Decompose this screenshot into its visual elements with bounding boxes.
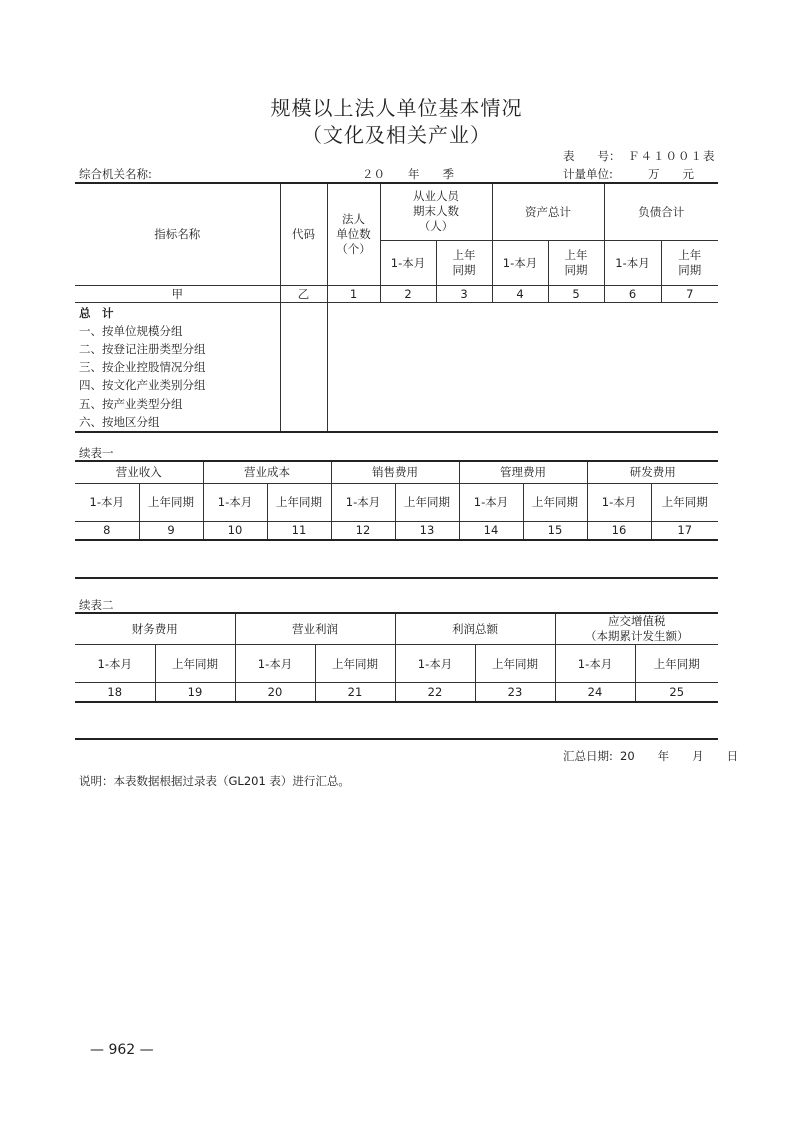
category-item: 三、按企业控股情况分组 [79,360,206,375]
sub-header: 上年同期 [395,483,459,521]
sub-header: 上年同期 [267,483,331,521]
code-cell [280,302,327,432]
col-number: 22 [395,683,475,702]
col-number: 10 [203,521,267,540]
sub-header: 1-本月 [235,645,315,683]
col-number: 5 [548,285,604,302]
group-header: 财务费用 [75,613,235,645]
col-number: 19 [155,683,235,702]
sub-header: 上年同期 [651,483,718,521]
sub-header: 1-本月 [587,483,651,521]
employees-current: 1-本月 [380,240,436,285]
page-number: — 962 — [90,1042,154,1058]
main-table [75,182,718,433]
unit-value: 万 元 [648,167,694,181]
sub-header: 1-本月 [75,645,155,683]
unit-label: 计量单位: [563,167,613,181]
col-number: 6 [604,285,661,302]
sub-header: 上年同期 [155,645,235,683]
col-number: 11 [267,521,331,540]
liabilities-current: 1-本月 [604,240,661,285]
vat-header: 应交增值税 （本期累计发生额） [555,613,718,645]
page-title: 规模以上法人单位基本情况 [270,96,523,120]
continuation-table-2 [75,612,718,703]
group-header: 销售费用 [331,461,459,483]
col-number: 20 [235,683,315,702]
col-number: 24 [555,683,635,702]
group-header: 管理费用 [459,461,587,483]
category-item: 四、按文化产业类别分组 [79,378,206,393]
continuation-table-1 [75,460,718,541]
group-header: 营业收入 [75,461,203,483]
summary-date-value: 20 年 月 日 [620,749,739,763]
col-number: 3 [436,285,492,302]
total-assets-header: 资产总计 [492,183,604,240]
unit-count-header: 法人 单位数 （个） [327,183,380,285]
sub-header: 上年同期 [139,483,203,521]
continuation-label-1: 续表一 [79,446,114,460]
note-text: 说明：本表数据根据过录表（GL201 表）进行汇总。 [79,774,350,788]
col-number: 7 [661,285,718,302]
sub-header: 1-本月 [459,483,523,521]
section-divider [75,738,718,740]
col-number: 8 [75,521,139,540]
sub-header: 1-本月 [395,645,475,683]
sub-header: 1-本月 [331,483,395,521]
category-item: 二、按登记注册类型分组 [79,341,206,356]
continuation-label-2: 续表二 [79,598,114,612]
summary-date-label: 汇总日期: [563,749,613,763]
total-liabilities-header: 负债合计 [604,183,718,240]
col-number: 12 [331,521,395,540]
category-item: 五、按产业类型分组 [79,396,183,411]
group-header: 利润总额 [395,613,555,645]
sub-header: 上年同期 [523,483,587,521]
col-number: 25 [635,683,718,702]
sub-header: 1-本月 [203,483,267,521]
sub-header: 上年同期 [635,645,718,683]
col-number: 14 [459,521,523,540]
category-item: 六、按地区分组 [79,414,160,429]
col-number: 23 [475,683,555,702]
section-divider [75,577,718,579]
category-item: 一、按单位规模分组 [79,323,183,338]
index-row-label: 甲 [75,285,280,302]
col-number: 13 [395,521,459,540]
col-number: 21 [315,683,395,702]
data-area [327,302,718,432]
page-subtitle: （文化及相关产业） [302,123,491,147]
index-row-code: 乙 [280,285,327,302]
form-number: Ｆ４１００１表 [628,149,716,163]
indicator-name-header: 指标名称 [75,183,280,285]
group-header: 营业利润 [235,613,395,645]
group-header: 研发费用 [587,461,718,483]
group-header: 营业成本 [203,461,331,483]
form-number-label: 表 号： [563,149,621,163]
code-header: 代码 [280,183,327,285]
col-number: 9 [139,521,203,540]
category-list [75,302,280,432]
org-name-label: 综合机关名称: [79,167,152,181]
period-field: ２０ 年 季 [362,167,454,181]
assets-prior: 上年 同期 [548,240,604,285]
assets-current: 1-本月 [492,240,548,285]
col-number: 15 [523,521,587,540]
sub-header: 上年同期 [475,645,555,683]
sub-header: 1-本月 [75,483,139,521]
col-number: 1 [327,285,380,302]
sub-header: 1-本月 [555,645,635,683]
col-number: 18 [75,683,155,702]
col-number: 16 [587,521,651,540]
sub-header: 上年同期 [315,645,395,683]
employees-prior: 上年 同期 [436,240,492,285]
employees-header: 从业人员 期末人数 （人） [380,183,492,240]
col-number: 4 [492,285,548,302]
col-number: 2 [380,285,436,302]
col-number: 17 [651,521,718,540]
category-item: 总 计 [79,305,114,320]
liabilities-prior: 上年 同期 [661,240,718,285]
